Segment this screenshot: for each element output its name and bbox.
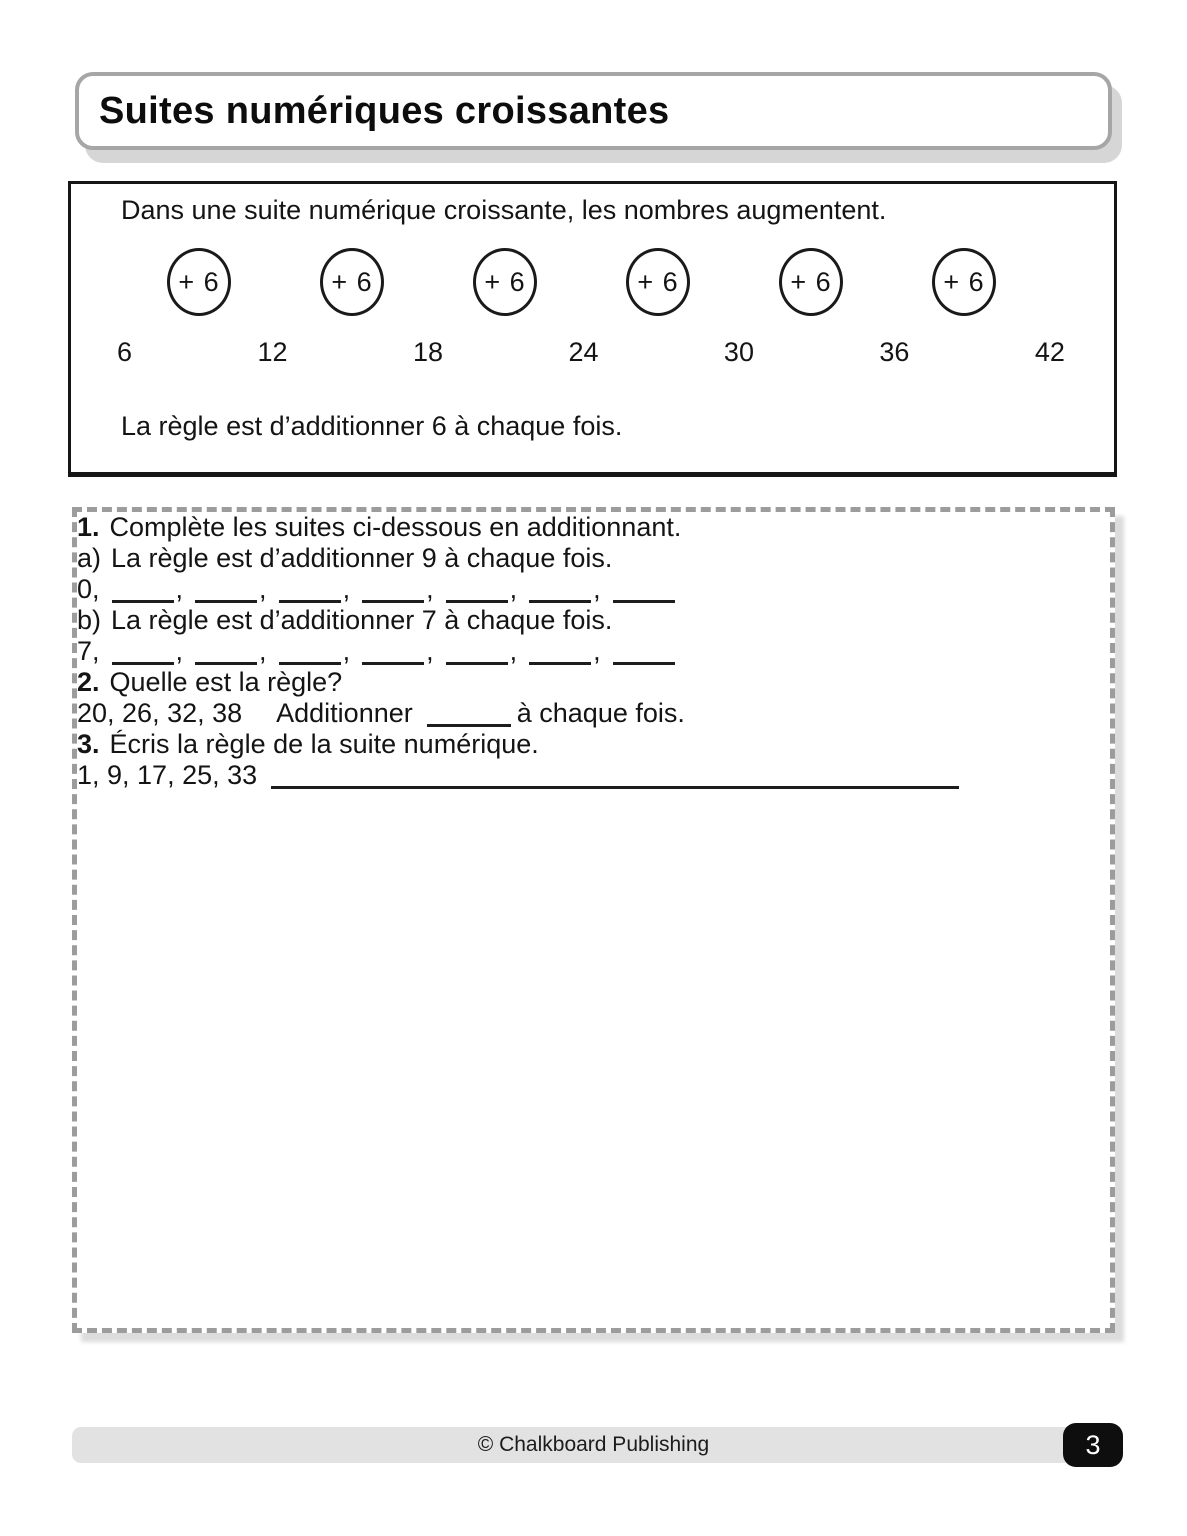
answer-blank[interactable] [613, 580, 675, 603]
plus-6-circle: + 6 [167, 248, 231, 316]
example-box [68, 181, 1117, 477]
page-number: 3 [1085, 1429, 1101, 1460]
copyright-text: © Chalkboard Publishing [477, 1433, 710, 1456]
answer-blank[interactable] [362, 642, 424, 665]
sequence-number: 30 [723, 337, 754, 367]
comma-separator: , [509, 636, 518, 666]
sequence-start: 7, [77, 636, 100, 666]
plus-6-circle: + 6 [320, 248, 384, 316]
answer-blank[interactable] [271, 766, 959, 789]
sequence-number: 42 [1034, 337, 1065, 367]
question-2 [77, 667, 1110, 698]
comma-separator: , [426, 636, 434, 666]
answer-blank[interactable] [362, 580, 424, 603]
answer-blank[interactable] [195, 642, 257, 665]
question-2-sequence: 20, 26, 32, 38 [77, 698, 243, 728]
answer-blank[interactable] [446, 580, 508, 603]
sequence-number: 12 [257, 337, 288, 367]
sequence-number: 36 [879, 337, 910, 367]
sequence-numbers-row [71, 337, 1114, 368]
question-1 [77, 512, 1110, 543]
sequence-number: 24 [568, 337, 599, 367]
answer-blank[interactable] [529, 580, 591, 603]
comma-separator: , [509, 574, 518, 604]
footer-bar [72, 1427, 1115, 1463]
question-3 [77, 729, 1110, 760]
comma-separator: , [342, 636, 351, 666]
question-1b-label: b) [77, 605, 102, 635]
question-1b [77, 605, 1110, 636]
question-1a-text: La règle est d’additionner 9 à chaque fois. [111, 543, 613, 573]
page-number-badge [1063, 1423, 1123, 1467]
comma-separator: , [593, 636, 601, 666]
answer-blank[interactable] [112, 642, 174, 665]
question-1a-label: a) [77, 543, 102, 573]
question-2-number: 2. [77, 667, 100, 697]
answer-blank[interactable] [112, 580, 174, 603]
comma-separator: , [175, 574, 184, 604]
answer-blank[interactable] [195, 580, 257, 603]
answer-blank[interactable] [446, 642, 508, 665]
question-1b-answer-line [77, 636, 1110, 667]
plus-6-circle: + 6 [473, 248, 537, 316]
sequence-start: 0, [77, 574, 100, 604]
plus-6-circle: + 6 [932, 248, 996, 316]
question-1a [77, 543, 1110, 574]
question-1-text: Complète les suites ci-dessous en additionnant. [109, 512, 682, 542]
answer-blank[interactable] [279, 642, 341, 665]
example-rule-sentence: La règle est d’additionner 6 à chaque fois. [121, 411, 623, 441]
answer-blank[interactable] [529, 642, 591, 665]
question-2-answer-prefix: Additionner [276, 698, 413, 728]
question-2-text: Quelle est la règle? [109, 667, 343, 697]
comma-separator: , [342, 574, 351, 604]
comma-separator: , [426, 574, 434, 604]
comma-separator: , [593, 574, 601, 604]
page-title: Suites numériques croissantes [99, 89, 670, 132]
sequence-number: 6 [117, 337, 133, 367]
question-1-number: 1. [77, 512, 100, 542]
question-1b-text: La règle est d’additionner 7 à chaque fois. [111, 605, 613, 635]
comma-separator: , [175, 636, 184, 666]
rule-circles-row [71, 248, 1114, 316]
example-intro-text: Dans une suite numérique croissante, les nombres augmentent. [121, 195, 887, 225]
question-2-answer-suffix: à chaque fois. [516, 698, 685, 728]
question-3-sequence: 1, 9, 17, 25, 33 [77, 760, 258, 790]
question-1a-answer-line [77, 574, 1110, 605]
sequence-number: 18 [412, 337, 443, 367]
comma-separator: , [259, 574, 267, 604]
exercises-panel [72, 507, 1115, 1333]
title-banner [75, 72, 1112, 150]
comma-separator: , [259, 636, 267, 666]
answer-blank[interactable] [613, 642, 675, 665]
question-3-number: 3. [77, 729, 100, 759]
answer-blank[interactable] [279, 580, 341, 603]
answer-blank[interactable] [427, 704, 511, 727]
plus-6-circle: + 6 [626, 248, 690, 316]
question-3-answer-line [77, 760, 1110, 791]
plus-6-circle: + 6 [779, 248, 843, 316]
question-3-text: Écris la règle de la suite numérique. [109, 729, 539, 759]
question-2-answer-line [77, 698, 1110, 729]
